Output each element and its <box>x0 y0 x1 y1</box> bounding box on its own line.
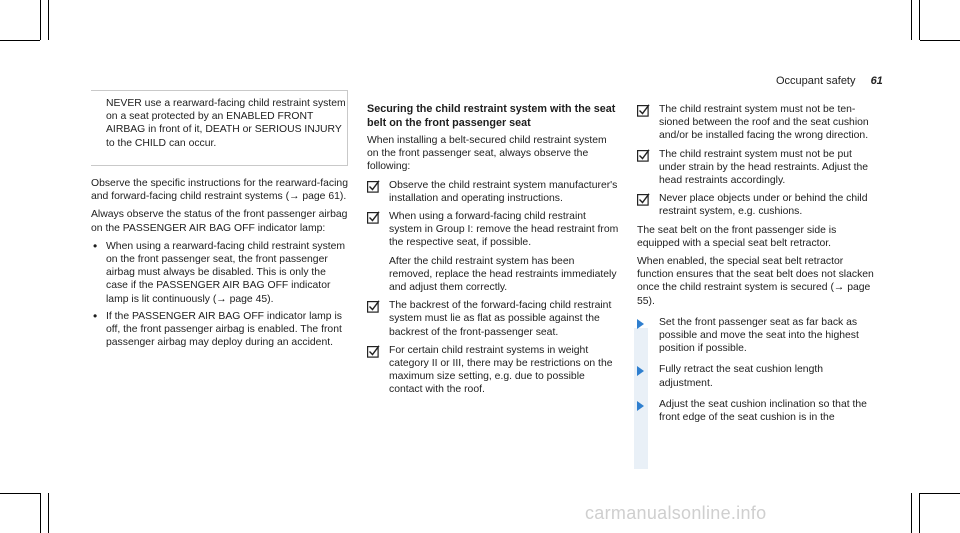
checkbox-icon <box>367 211 380 224</box>
paragraph: Observe the specific instructions for the rearward-facing and forward-facing child restraint systems (→ page 61). <box>91 178 348 203</box>
column-right <box>637 103 877 424</box>
crop-mark <box>920 493 960 494</box>
checkbox-icon <box>367 345 380 358</box>
step-text: Adjust the seat cushion inclination so that the front edge of the seat cushion is in the <box>659 398 867 424</box>
play-arrow-icon <box>637 366 644 376</box>
warning-box <box>91 90 348 166</box>
crop-mark <box>0 40 40 41</box>
crop-mark <box>40 493 41 533</box>
crop-mark <box>919 0 920 40</box>
checkbox-icon <box>637 193 650 206</box>
checklist-item <box>367 299 619 339</box>
checklist-item <box>637 103 877 143</box>
crop-mark <box>0 493 40 494</box>
checklist-text: The backrest of the forward-facing child restraint system must lie as flat as possible against the backrest of the front-passenger seat. <box>389 300 612 338</box>
play-arrow-icon <box>637 319 644 329</box>
paragraph: The seat belt on the front passenger side is equipped with a special seat belt retractor. <box>637 224 837 249</box>
checklist-subtext: After the child restraint system has been removed, replace the head restraints immediately and adjust them correctly. <box>389 255 617 294</box>
checklist-text: The child restraint system must not be ten-sioned between the roof and the seat cushion and/or be installed facing the wrong direction. <box>659 104 869 142</box>
checklist-text: The child restraint system must not be put under strain by the head restraints. Adjust the head restraints accordingly. <box>659 148 869 187</box>
list-item: • If the PASSENGER AIR BAG OFF indicator lamp is off, the front passenger airbag is enabled. The front passenger airbag may deploy during an accident. <box>91 310 349 350</box>
checklist-text: Never place objects under or behind the child restraint system, e.g. cushions. <box>659 193 868 218</box>
page-number: 61 <box>870 75 883 87</box>
step-item <box>637 363 877 389</box>
list-item: • When using a rearward-facing child restraint system on the front passenger seat, the front passenger airbag must always be disabled. This is only the case if the PASSENGER AIR BAG OFF indicator lamp is lit continuously (→ page 45). <box>91 240 349 306</box>
watermark: carmanualsonline.info <box>585 503 767 523</box>
checkbox-icon <box>367 180 380 193</box>
paragraph: When installing a belt-secured child restraint system on the front passenger seat, always observe the following: <box>367 135 607 173</box>
checklist-item <box>367 210 619 294</box>
crop-mark <box>919 493 920 533</box>
play-arrow-icon <box>637 401 644 411</box>
crop-mark <box>48 0 49 40</box>
checklist-text: When using a forward-facing child restraint system in Group I: remove the head restraint from the respective seat, if possible. <box>389 211 619 249</box>
section-heading: Securing the child restraint system with the seat belt on the front passenger seat <box>367 103 616 129</box>
column-middle <box>367 103 619 402</box>
checklist-item <box>367 179 619 205</box>
checkbox-icon <box>367 300 380 313</box>
checkbox-icon <box>637 149 650 162</box>
page-header <box>776 75 883 87</box>
step-item <box>637 398 877 424</box>
crop-mark <box>48 493 49 533</box>
paragraph: When enabled, the special seat belt retractor function ensures that the seat belt does not slacken once the child restraint system is secured (→ page 55). <box>637 256 874 307</box>
step-item <box>637 316 877 356</box>
section-title: Occupant safety <box>776 75 856 87</box>
checkbox-icon <box>637 104 650 117</box>
step-text: Set the front passenger seat as far back as possible and move the seat into the highest position if possible. <box>659 316 859 355</box>
checklist-item <box>637 148 877 188</box>
checklist-item <box>637 192 877 218</box>
paragraph: Always observe the status of the front passenger airbag on the PASSENGER AIR BAG OFF indicator lamp: <box>91 209 348 234</box>
column-left <box>91 177 349 353</box>
checklist-item <box>367 344 619 397</box>
bullet-list <box>91 240 349 350</box>
crop-mark <box>911 493 912 533</box>
warning-text: NEVER use a rearward-facing child restraint system on a seat protected by an ENABLED FRONT AIRBAG in front of it, DEATH or SERIOUS INJURY to the CHILD can occur. <box>106 98 346 149</box>
crop-mark <box>920 40 960 41</box>
crop-mark <box>40 0 41 40</box>
step-text: Fully retract the seat cushion length adjustment. <box>659 364 824 389</box>
checklist-text: Observe the child restraint system manufacturer's installation and operating instructions. <box>389 179 618 204</box>
checklist-text: For certain child restraint systems in weight category II or III, there may be restrictions on the maximum size setting, e.g. due to possible contact with the roof. <box>389 344 613 396</box>
crop-mark <box>911 0 912 40</box>
